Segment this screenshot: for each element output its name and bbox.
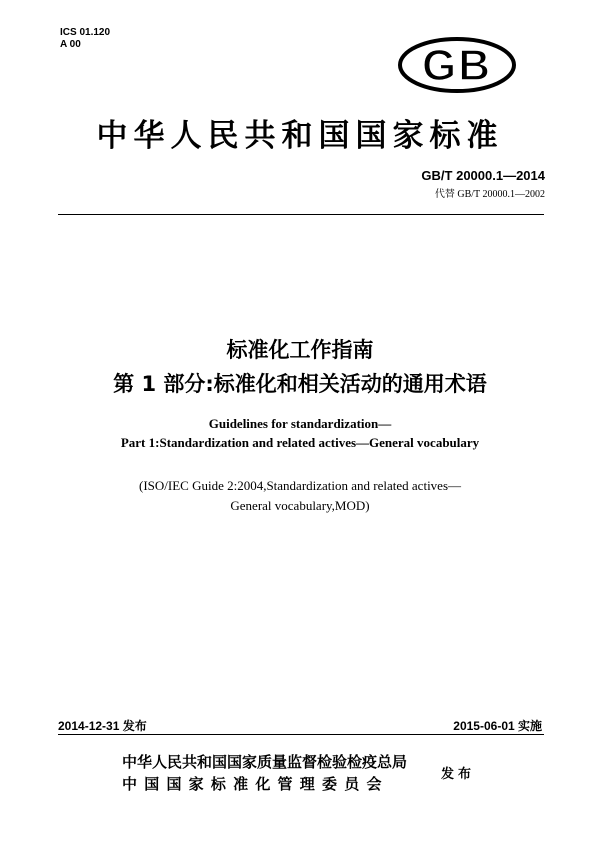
- gb-logo-text: GB: [422, 41, 492, 90]
- reference-line1: (ISO/IEC Guide 2:2004,Standardization and related actives—: [138, 478, 462, 493]
- ics-block: [60, 27, 110, 51]
- gb-logo: [398, 36, 516, 94]
- en-title-line2: Part 1:Standardization and related actives—General vocabulary: [120, 435, 480, 450]
- cn-title-line1: 标准化工作指南: [226, 338, 374, 362]
- top-divider: [58, 214, 544, 215]
- en-title-line1: Guidelines for standardization—: [208, 416, 392, 431]
- ccs-code: A 00: [60, 39, 81, 50]
- issuer-aqsiq: 中华人民共和国国家质量监督检验检疫总局: [122, 753, 408, 771]
- reference-line2: General vocabulary,MOD): [230, 498, 370, 513]
- replaces-standard: 代替 GB/T 20000.1—2002: [434, 189, 545, 200]
- implement-date: 2015-06-01 实施: [453, 719, 542, 733]
- issuer-sac: 中 国 国 家 标 准 化 管 理 委 员 会: [122, 775, 383, 793]
- ics-code: ICS 01.120: [60, 27, 111, 38]
- standard-number: GB/T 20000.1—2014: [421, 168, 545, 183]
- publish-date: 2014-12-31 发布: [58, 719, 147, 733]
- issue-label: 发布: [441, 767, 476, 782]
- cn-title-line2: 第 1 部分:标准化和相关活动的通用术语: [113, 372, 487, 396]
- bottom-divider: [58, 734, 544, 735]
- national-standard-title: 中华人民共和国国家标准: [96, 118, 504, 154]
